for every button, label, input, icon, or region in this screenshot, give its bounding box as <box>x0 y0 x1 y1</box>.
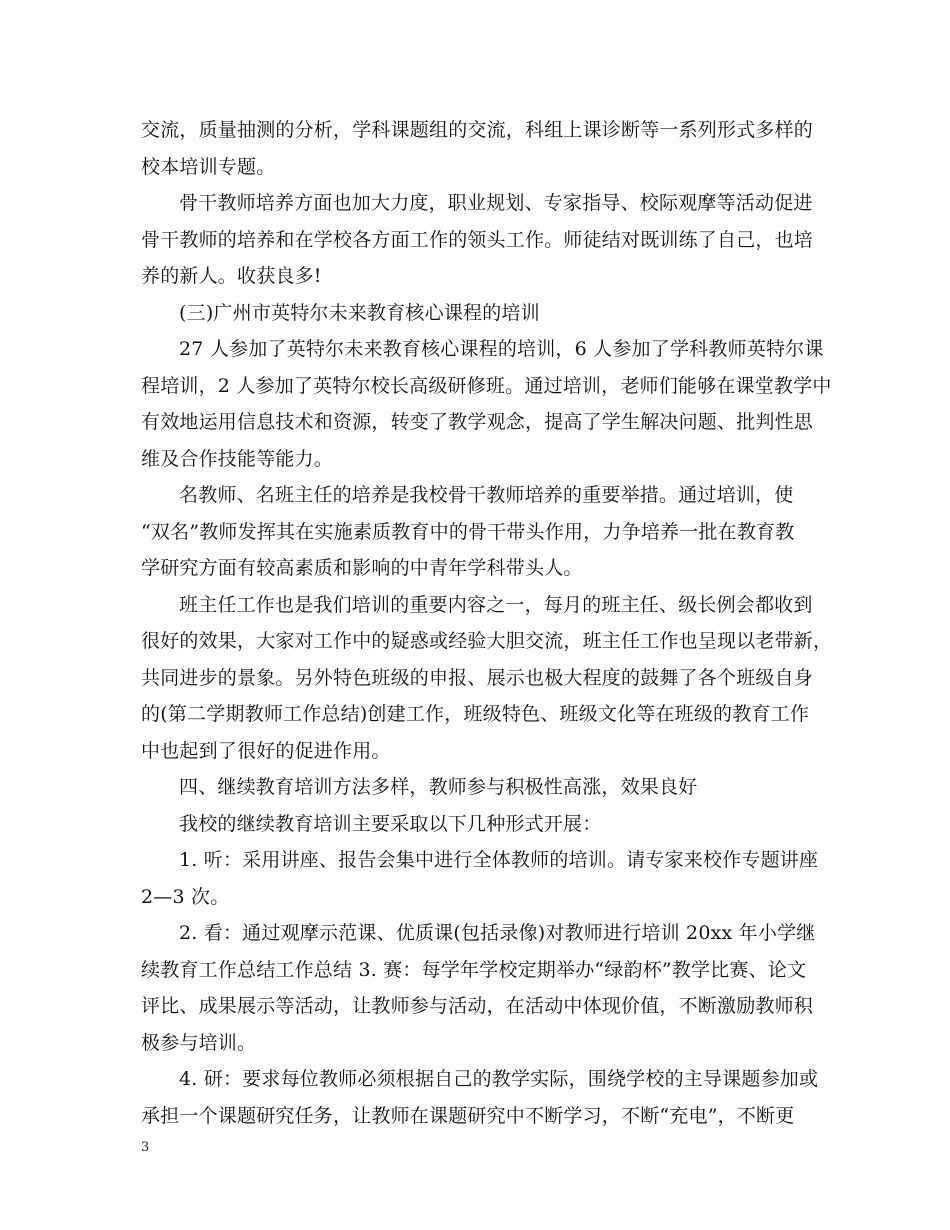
text-line: 学研究方面有较高素质和影响的中青年学科带头人。 <box>141 557 583 579</box>
list-item-watch <box>141 915 816 1061</box>
text-line: 2. 看：通过观摩示范课、优质课(包括录像)对教师进行培训 20xx 年小学继 <box>179 922 816 944</box>
text-line: 的(第二学期教师工作总结)创建工作，班级特色、班级文化等在班级的教育工作 <box>141 703 810 725</box>
text-line: 4. 研：要求每位教师必须根据自己的教学实际，围绕学校的主导课题参加或 <box>179 1068 819 1090</box>
list-item-research <box>141 1061 819 1134</box>
text-line: 我校的继续教育培训主要采取以下几种形式开展： <box>179 812 602 835</box>
text-line: 程培训，2 人参加了英特尔校长高级研修班。通过培训，老师们能够在课堂教学中 <box>141 374 832 397</box>
page-number: 3 <box>141 1140 150 1155</box>
text-line: 很好的效果，大家对工作中的疑惑或经验大胆交流，班主任工作也呈现以老带新， <box>141 630 833 652</box>
text-line: 骨干教师培养方面也加大力度，职业规划、专家指导、校际观摩等活动促进 <box>179 192 813 214</box>
paragraph-intel-training <box>141 331 832 477</box>
document-body <box>141 112 833 1134</box>
section-heading-intel-training <box>141 295 811 332</box>
section-heading: (三)广州市英特尔未来教育核心课程的培训 <box>179 301 540 324</box>
text-line: 续教育工作总结工作总结 3. 赛：每学年学校定期举办“绿韵杯”教学比赛、论文 <box>141 958 807 981</box>
text-line: “双名”教师发挥其在实施素质教育中的骨干带头作用，力争培养一批在教育教 <box>141 520 795 543</box>
paragraph-backbone-teachers <box>141 185 814 295</box>
text-line: 2—3 次。 <box>141 885 230 908</box>
paragraph-class-teacher-work <box>141 587 833 770</box>
section-heading-training-methods <box>141 769 811 806</box>
text-line: 1. 听：采用讲座、报告会集中进行全体教师的培训。请专家来校作专题讲座 <box>179 849 819 871</box>
paragraph-famous-teachers <box>141 477 811 587</box>
text-line: 校本培训专题。 <box>141 155 276 178</box>
text-line: 极参与培训。 <box>141 1031 257 1054</box>
list-item-listen <box>141 842 819 915</box>
text-line: 交流，质量抽测的分析，学科课题组的交流，科组上课诊断等一系列形式多样的 <box>141 119 814 141</box>
text-line: 共同进步的景象。另外特色班级的申报、展示也极大程度的鼓舞了各个班级自身 <box>141 666 814 689</box>
text-line: 维及合作技能等能力。 <box>141 447 334 470</box>
text-line: 27 人参加了英特尔未来教育核心课程的培训，6 人参加了学科教师英特尔课 <box>179 338 824 360</box>
text-line: 承担一个课题研究任务，让教师在课题研究中不断学习，不断“充电”，不断更 <box>141 1104 795 1127</box>
section-heading: 四、继续教育培训方法多样，教师参与积极性高涨，效果良好 <box>179 776 698 798</box>
paragraph-training-forms-intro <box>141 806 811 843</box>
text-line: 名教师、名班主任的培养是我校骨干教师培养的重要举措。通过培训，使 <box>179 484 794 506</box>
text-line: 中也起到了很好的促进作用。 <box>141 739 391 762</box>
text-line: 班主任工作也是我们培训的重要内容之一，每月的班主任、级长例会都收到 <box>179 593 813 616</box>
paragraph-continued-training-topics <box>141 112 814 185</box>
text-line: 养的新人。收获良多! <box>141 265 322 287</box>
text-line: 评比、成果展示等活动，让教师参与活动，在活动中体现价值，不断激励教师积 <box>141 995 814 1017</box>
text-line: 有效地运用信息技术和资源，转变了教学观念，提高了学生解决问题、批判性思 <box>141 411 814 433</box>
text-line: 骨干教师的培养和在学校各方面工作的领头工作。师徒结对既训练了自己，也培 <box>141 228 814 251</box>
